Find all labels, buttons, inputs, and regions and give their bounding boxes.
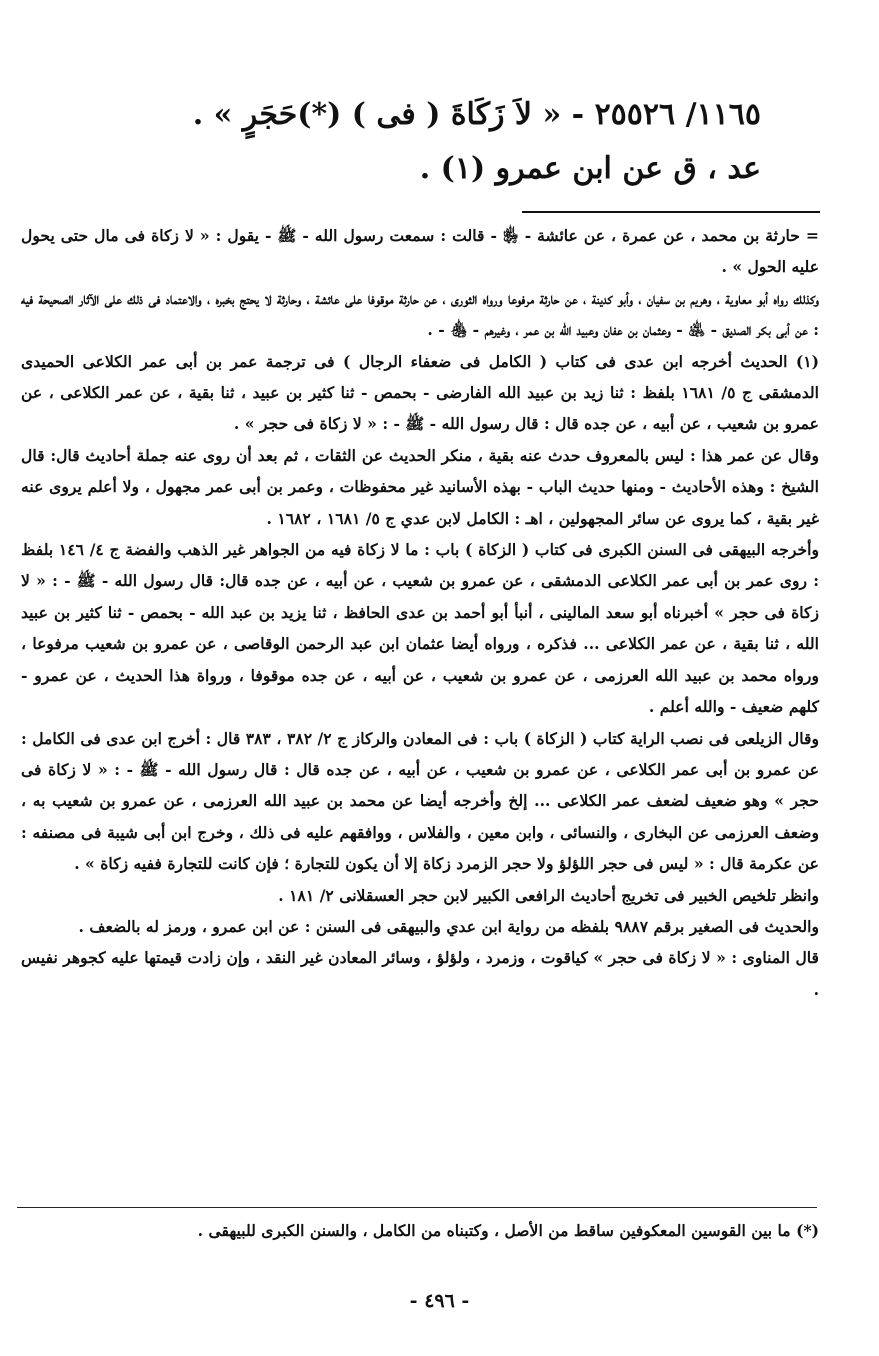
hadith-source: عد ، ق عن ابن عمرو (١) . bbox=[419, 151, 761, 186]
note-paragraph: وأخرجه البيهقى فى السنن الكبرى فى كتاب ( الزكاة ) باب : ما لا زكاة فيه من الجواهر غير الذهب والفضة ج ٤/ ١٤٦ بلفظ : روى عمر بن أبى عمر الكلاعى الدمشقى ، عن عمرو بن شعيب ، عن أبيه ، عن جده قال: قال رسول الله - ﷺ - : « لا زكاة فى حجر » أخبرناه أبو سعد المالينى ، أنبأ أبو أحمد بن عدى الحافظ ، ثنا يزيد بن عبد الله - بحمص - ثنا كثير بن عبيد الله ، ثنا بقية ، عن عمر الكلاعى ... فذكره ، ورواه أيضا عثمان ابن عبد الرحمن الوقاصى ، عن عمرو بن شعيب مرفوعا ، ورواه محمد بن عبيد الله العرزمى ، عن عمرو بن شعيب ، عن أبيه ، عن جده موقوفا ، ورواة هذا الحديث ، عن عمرو - كلهم ضعيف - والله أعلم . bbox=[21, 540, 819, 717]
note-paragraph: وكذلك رواه أبو معاوية ، وهريم بن سفيان ، وأبو كدينة ، عن حارثة مرفوعا ورواه الثورى ، عن حارثة موقوفا على عائشة ، وحارثة لا يحتج بخبره ، والاعتماد فى ذلك على الآثار الصحيحة فيه : عن أبى بكر الصديق - ﵁ - وعثمان بن عفان وعبيد الله بن عمر ، وغيرهم - ﵃ - . bbox=[21, 288, 819, 340]
footnote-rule bbox=[17, 1207, 817, 1208]
note-paragraph: والحديث فى الصغير برقم ٩٨٨٧ بلفظه من رواية ابن عدي والبيهقى فى السنن : عن ابن عمرو ، ورمز له بالضعف . bbox=[78, 916, 819, 936]
note-paragraph: (١) الحديث أخرجه ابن عدى فى كتاب ( الكامل فى ضعفاء الرجال ) فى ترجمة عمر بن أبى عمر الكلاعى الحميدى الدمشقى ج ٥/ ١٦٨١ بلفظ : ثنا زيد بن عبيد الله الفارضى - بحمص - ثنا كثير بن عبيد ، ثنا بقية ، عن عمر الكلاعى ، عن عمرو بن شعيب ، عن أبيه ، عن جده قال : قال رسول الله - ﷺ - : « لا زكاة فى حجر » . bbox=[21, 351, 820, 434]
note-paragraph: وانظر تلخيص الخبير فى تخريج أحاديث الرافعى الكبير لابن حجر العسقلانى ٢/ ١٨١ . bbox=[278, 885, 819, 905]
commentary-notes bbox=[21, 220, 819, 1005]
note-paragraph: وقال عن عمر هذا : ليس بالمعروف حدث عنه بقية ، منكر الحديث عن الثقات ، ثم بعد أن روى عنه جملة أحاديث قال: قال الشيخ : وهذه الأحاديث - ومنها حديث الباب - بهذه الأسانيد غير محفوظات ، وعمر بن أبى عمر مجهول ، ولا أعلم يروى عنه غير بقية ، كما يروى عن سائر المجهولين ، اهـ : الكامل لابن عدي ج ٥/ ١٦٨١ ، ١٦٨٢ . bbox=[21, 445, 819, 528]
hadith-text: ١١٦٥/ ٢٥٥٢٦ - « لاَ زَكَاةَ ( فى ) (*)حَجَرٍ » . bbox=[192, 97, 761, 132]
hadith-block bbox=[80, 88, 761, 196]
page-number: - ٤٩٦ - bbox=[409, 1290, 470, 1312]
footnote: (*) ما بين القوسين المعكوفين ساقط من الأصل ، وكتبناه من الكامل ، والسنن الكبرى للبيهقى . bbox=[197, 1221, 819, 1240]
separator-rule bbox=[522, 211, 820, 213]
note-paragraph: وقال الزيلعى فى نصب الراية كتاب ( الزكاة ) باب : فى المعادن والركاز ج ٢/ ٣٨٢ ، ٣٨٣ قال : أخرج ابن عدى فى الكامل : عن عمرو بن أبى عمر الكلاعى ، عن عمرو بن شعيب ، عن أبيه ، عن جده قال : قال رسول الله - ﷺ - : « لا زكاة فى حجر » وهو ضعيف لضعف عمر الكلاعى ... إلخ وأخرجه أيضا عن محمد بن عبيد الله العرزمى ، عن عمرو بن شعيب به ، وضعف العرزمى عن البخارى ، والنسائى ، وابن معين ، والفلاس ، ووافقهم عليه فى ذلك ، وخرج ابن أبى شيبة فى مصنفه : عن عكرمة قال : « ليس فى حجر اللؤلؤ ولا حجر الزمرد زكاة إلا أن يكون للتجارة ؛ فإن كانت للتجارة ففيه زكاة » . bbox=[21, 728, 819, 874]
note-paragraph: قال المناوى : « لا زكاة فى حجر » كياقوت ، وزمرد ، ولؤلؤ ، وسائر المعادن غير النقد ، وإن زادت قيمتها عليه كجوهر نفيس . bbox=[21, 948, 819, 999]
note-paragraph: = حارثة بن محمد ، عن عمرة ، عن عائشة - ﵂ - قالت : سمعت رسول الله - ﷺ - يقول : « لا زكاة فى مال حتى يحول عليه الحول » . bbox=[21, 226, 819, 277]
